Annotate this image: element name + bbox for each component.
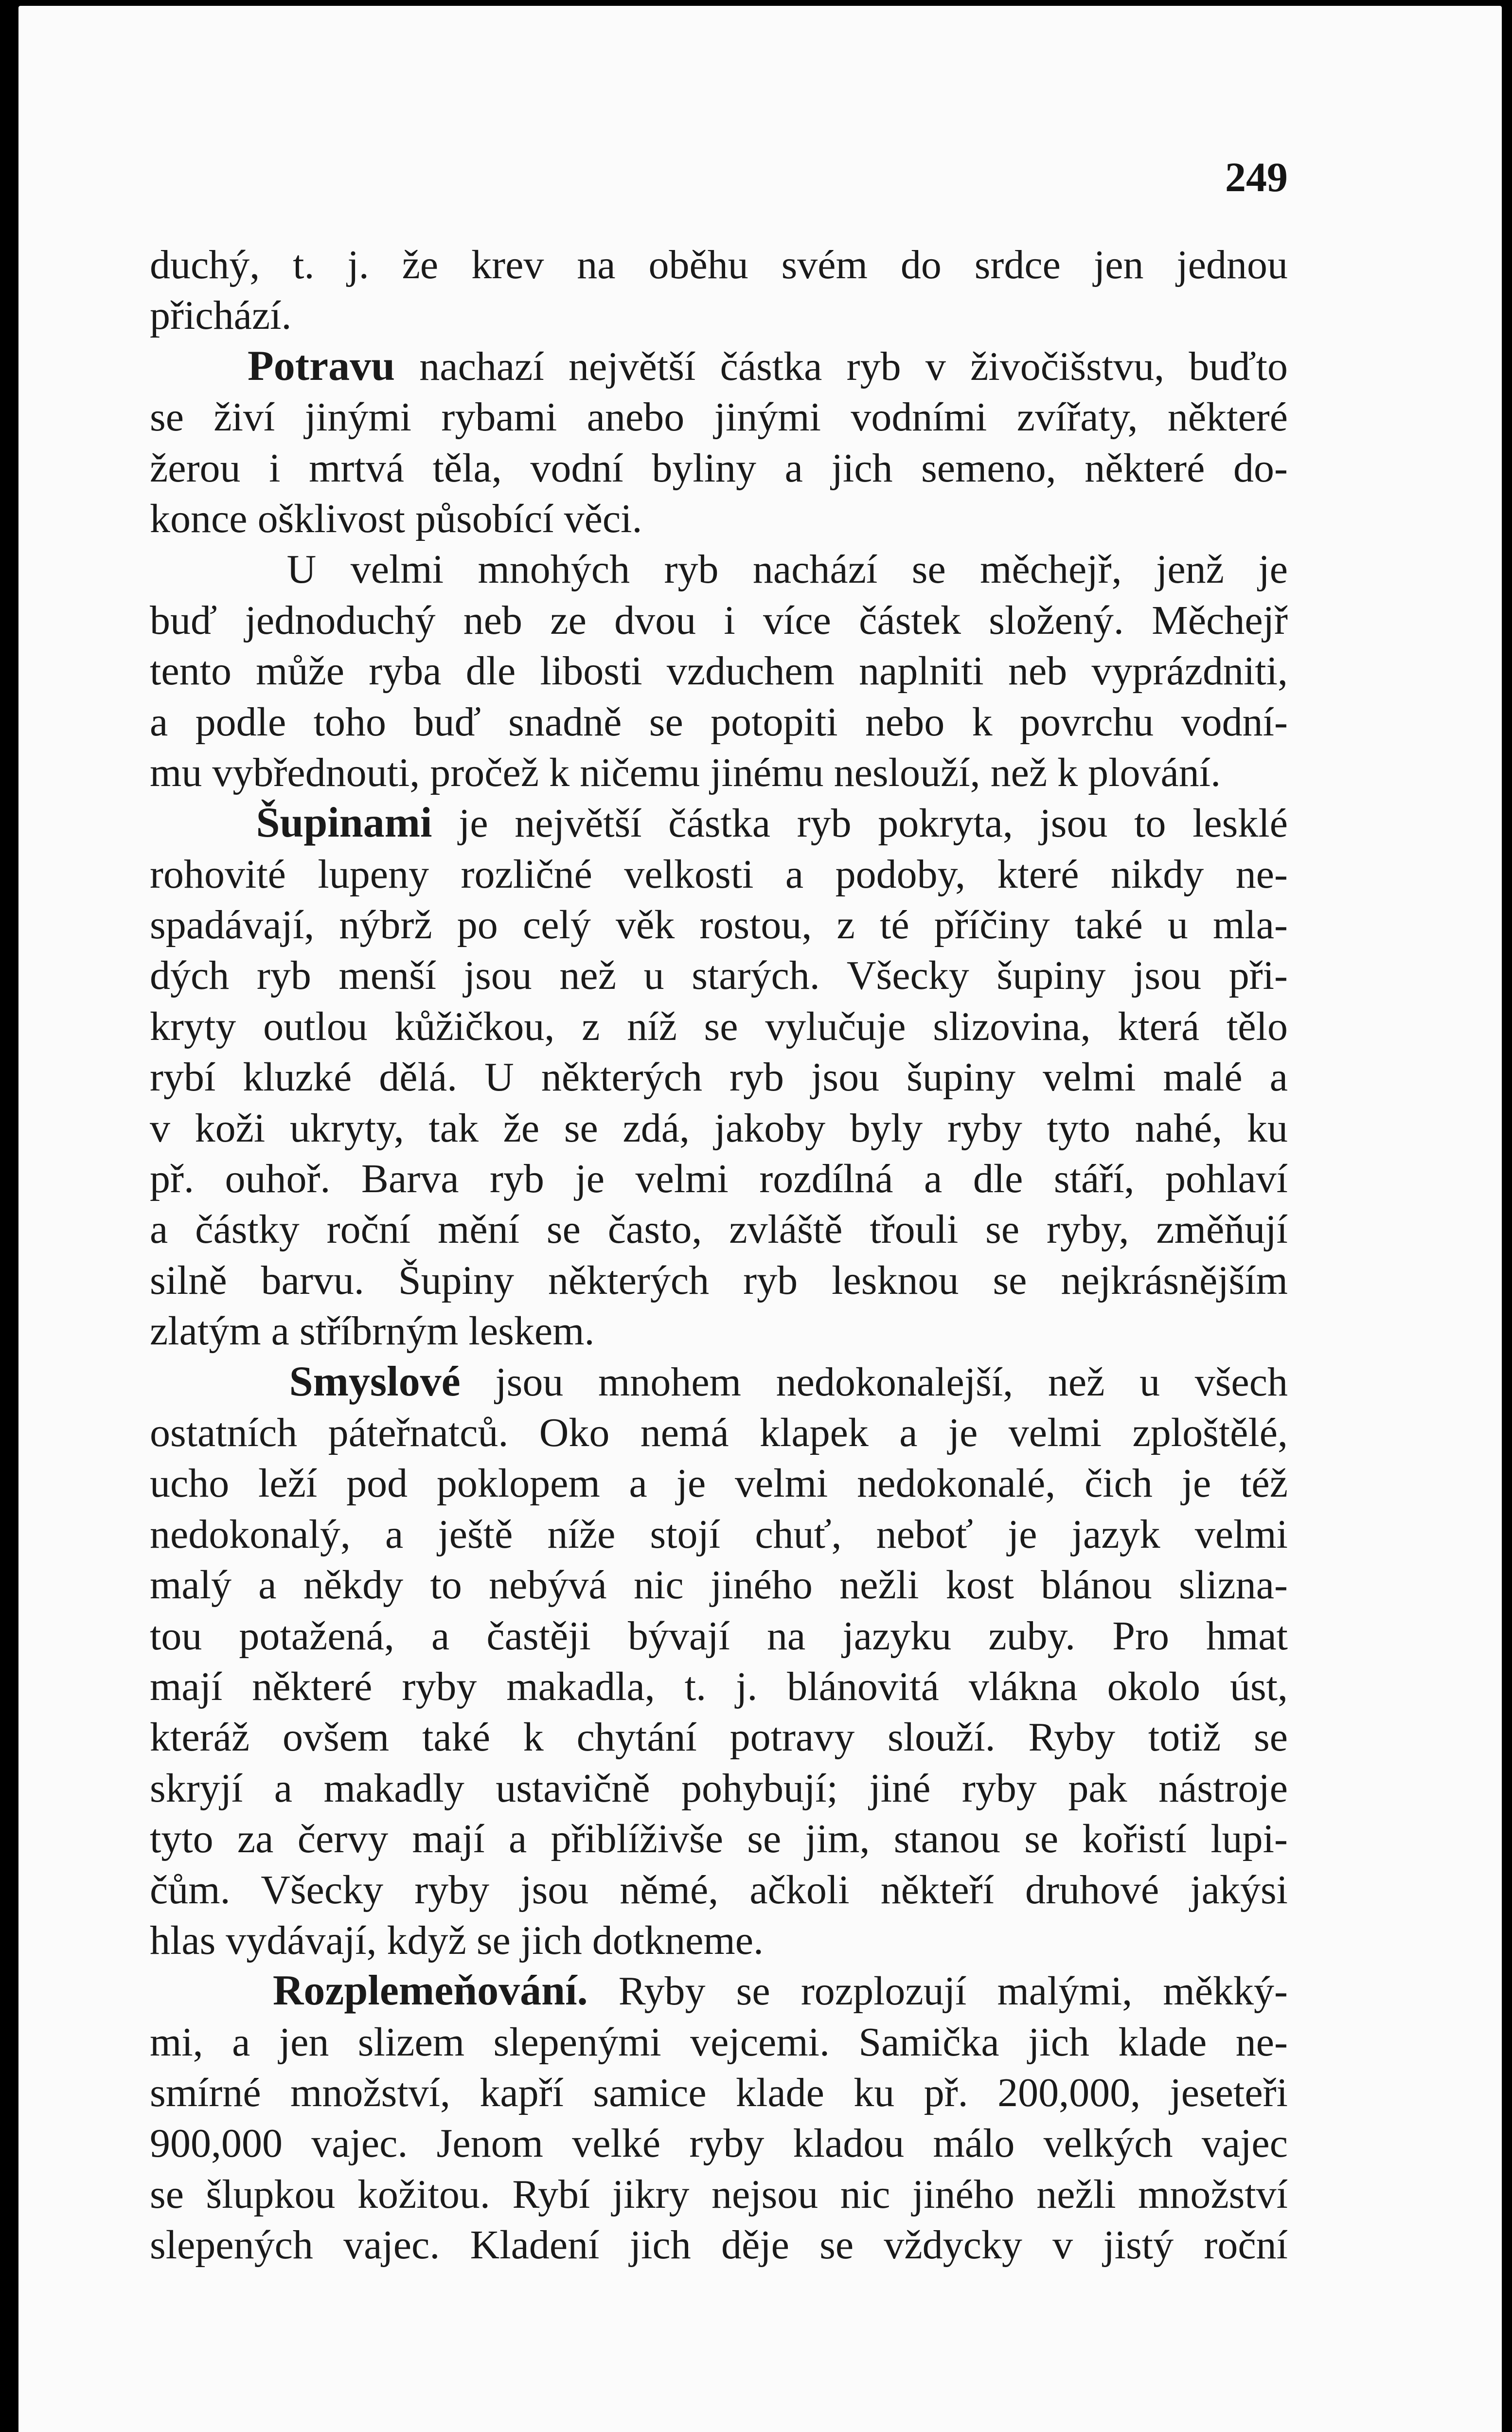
line-text: tyto za červy mají a přiblíživše se jim, stanou se kořistí lupi- [150, 1816, 1288, 1862]
line-text: čům. Všecky ryby jsou němé, ačkoli někteří druhové jakýsi [150, 1867, 1288, 1913]
page-number: 249 [1225, 154, 1288, 200]
line-text: přichází. [150, 293, 292, 339]
line-text: nachazí největší částka ryb v živočišstvu, buďto [395, 343, 1288, 389]
line-text: je největší částka ryb pokryta, jsou to lesklé [432, 801, 1288, 846]
text-line [150, 290, 1288, 340]
text-line [150, 392, 1288, 442]
text-line [150, 2169, 1288, 2219]
line-text: mu vybřednouti, pročež k ničemu jinému neslouží, než k plování. [150, 750, 1221, 795]
text-line [150, 1864, 1288, 1915]
text-line [150, 239, 1288, 290]
line-text: žerou i mrtvá těla, vodní byliny a jich semeno, některé do- [150, 445, 1288, 491]
line-text: př. ouhoř. Barva ryb je velmi rozdílná a dle stáří, pohlaví [150, 1156, 1288, 1202]
paragraph-heading: Potravu [248, 342, 395, 390]
line-text: U velmi mnohých ryb nachází se měchejř, jenž je [286, 547, 1288, 592]
text-line [150, 1509, 1288, 1559]
line-text: buď jednoduchý neb ze dvou i více částek složený. Měchejř [150, 597, 1288, 643]
text-line [150, 544, 1288, 594]
text-line [150, 1001, 1288, 1052]
line-text: se živí jinými rybami anebo jinými vodními zvířaty, některé [150, 394, 1288, 440]
text-line [150, 1763, 1288, 1813]
text-line [150, 595, 1288, 645]
text-line [150, 1052, 1288, 1102]
line-text: tou potažená, a častěji bývají na jazyku zuby. Pro hmat [150, 1613, 1288, 1659]
line-text: slepených vajec. Kladení jich děje se vždycky v jistý roční [150, 2222, 1288, 2268]
line-text: mi, a jen slizem slepenými vejcemi. Samička jich klade ne- [150, 2019, 1288, 2065]
line-indent [150, 1359, 289, 1405]
line-text: kteráž ovšem také k chytání potravy slouží. Ryby totiž se [150, 1715, 1288, 1760]
body-text [150, 239, 1288, 2271]
line-indent [150, 1968, 273, 2014]
text-line [150, 798, 1288, 848]
text-line [150, 1661, 1288, 1712]
line-text: rybí kluzké dělá. U některých ryb jsou šupiny velmi malé a [150, 1055, 1288, 1100]
text-line [150, 2017, 1288, 2067]
line-text: ucho leží pod poklopem a je velmi nedokonalé, čich je též [150, 1461, 1288, 1506]
text-line [150, 950, 1288, 1001]
text-line [150, 1407, 1288, 1458]
text-line [150, 1357, 1288, 1407]
text-line [150, 1712, 1288, 1762]
line-text: jsou mnohem nedokonalejší, než u všech [460, 1359, 1288, 1405]
text-line [150, 341, 1288, 392]
line-text: smírné množství, kapří samice klade ku př. 200,000, jeseteři [150, 2070, 1288, 2116]
text-line [150, 2067, 1288, 2118]
line-text: dých ryb menší jsou než u starých. Všecky šupiny jsou při- [150, 953, 1288, 999]
text-line [150, 899, 1288, 950]
text-line [150, 2118, 1288, 2168]
text-line [150, 1204, 1288, 1254]
line-text: spadávají, nýbrž po celý věk rostou, z té příčiny také u mla- [150, 902, 1288, 948]
line-text: kryty outlou kůžičkou, z níž se vylučuje slizovina, která tělo [150, 1003, 1288, 1049]
line-text: skryjí a makadly ustavičně pohybují; jiné ryby pak nástroje [150, 1765, 1288, 1811]
line-text: tento může ryba dle libosti vzduchem naplniti neb vyprázdniti, [150, 648, 1288, 694]
line-indent [150, 547, 287, 592]
line-text: nedokonalý, a ještě níže stojí chuť, neboť je jazyk velmi [150, 1511, 1288, 1557]
text-line [150, 1153, 1288, 1204]
text-line [150, 2219, 1288, 2270]
text-line [150, 1559, 1288, 1610]
text-line [150, 1915, 1288, 1966]
line-text: mají některé ryby makadla, t. j. blánovitá vlákna okolo úst, [150, 1663, 1288, 1709]
text-line [150, 697, 1288, 747]
text-line [150, 493, 1288, 544]
line-text: Ryby se rozplozují malými, měkký- [587, 1968, 1288, 2014]
line-text: duchý, t. j. že krev na oběhu svém do srdce jen jednou [150, 242, 1288, 287]
text-line [150, 1458, 1288, 1508]
line-text: v koži ukryty, tak že se zdá, jakoby byly ryby tyto nahé, ku [150, 1105, 1288, 1151]
text-line [150, 849, 1288, 899]
text-line [150, 645, 1288, 696]
line-text: 900,000 vajec. Jenom velké ryby kladou málo velkých vajec [150, 2121, 1288, 2166]
paragraph-heading: Šupinami [256, 799, 432, 847]
line-text: a podle toho buď snadně se potopiti nebo k povrchu vodní- [150, 699, 1288, 745]
line-indent [150, 344, 248, 389]
line-text: ostatních páteřnatců. Oko nemá klapek a je velmi zploštělé, [150, 1410, 1288, 1455]
text-line [150, 1103, 1288, 1153]
text-line [150, 1305, 1288, 1356]
line-text: malý a někdy to nebývá nic jiného nežli kost blánou slizna- [150, 1562, 1288, 1608]
line-indent [150, 801, 256, 846]
line-text: zlatým a stříbrným leskem. [150, 1308, 595, 1354]
text-line [150, 1610, 1288, 1661]
text-line [150, 1255, 1288, 1305]
book-page [18, 6, 1502, 2432]
text-line [150, 1966, 1288, 2016]
text-line [150, 443, 1288, 493]
line-text: se šlupkou kožitou. Rybí jikry nejsou nic jiného nežli množství [150, 2171, 1288, 2217]
line-text: konce ošklivost působící věci. [150, 496, 642, 541]
line-text: rohovité lupeny rozličné velkosti a podoby, které nikdy ne- [150, 851, 1288, 897]
line-text: a částky roční mění se často, zvláště třouli se ryby, změňují [150, 1207, 1288, 1252]
text-line [150, 1813, 1288, 1864]
paragraph-heading: Rozplemeňování. [272, 1967, 588, 2015]
paragraph-heading: Smyslové [289, 1358, 461, 1405]
line-text: hlas vydávají, když se jich dotkneme. [150, 1917, 764, 1963]
line-text: silně barvu. Šupiny některých ryb lesknou se nejkrásnějším [150, 1257, 1288, 1303]
text-line [150, 747, 1288, 798]
